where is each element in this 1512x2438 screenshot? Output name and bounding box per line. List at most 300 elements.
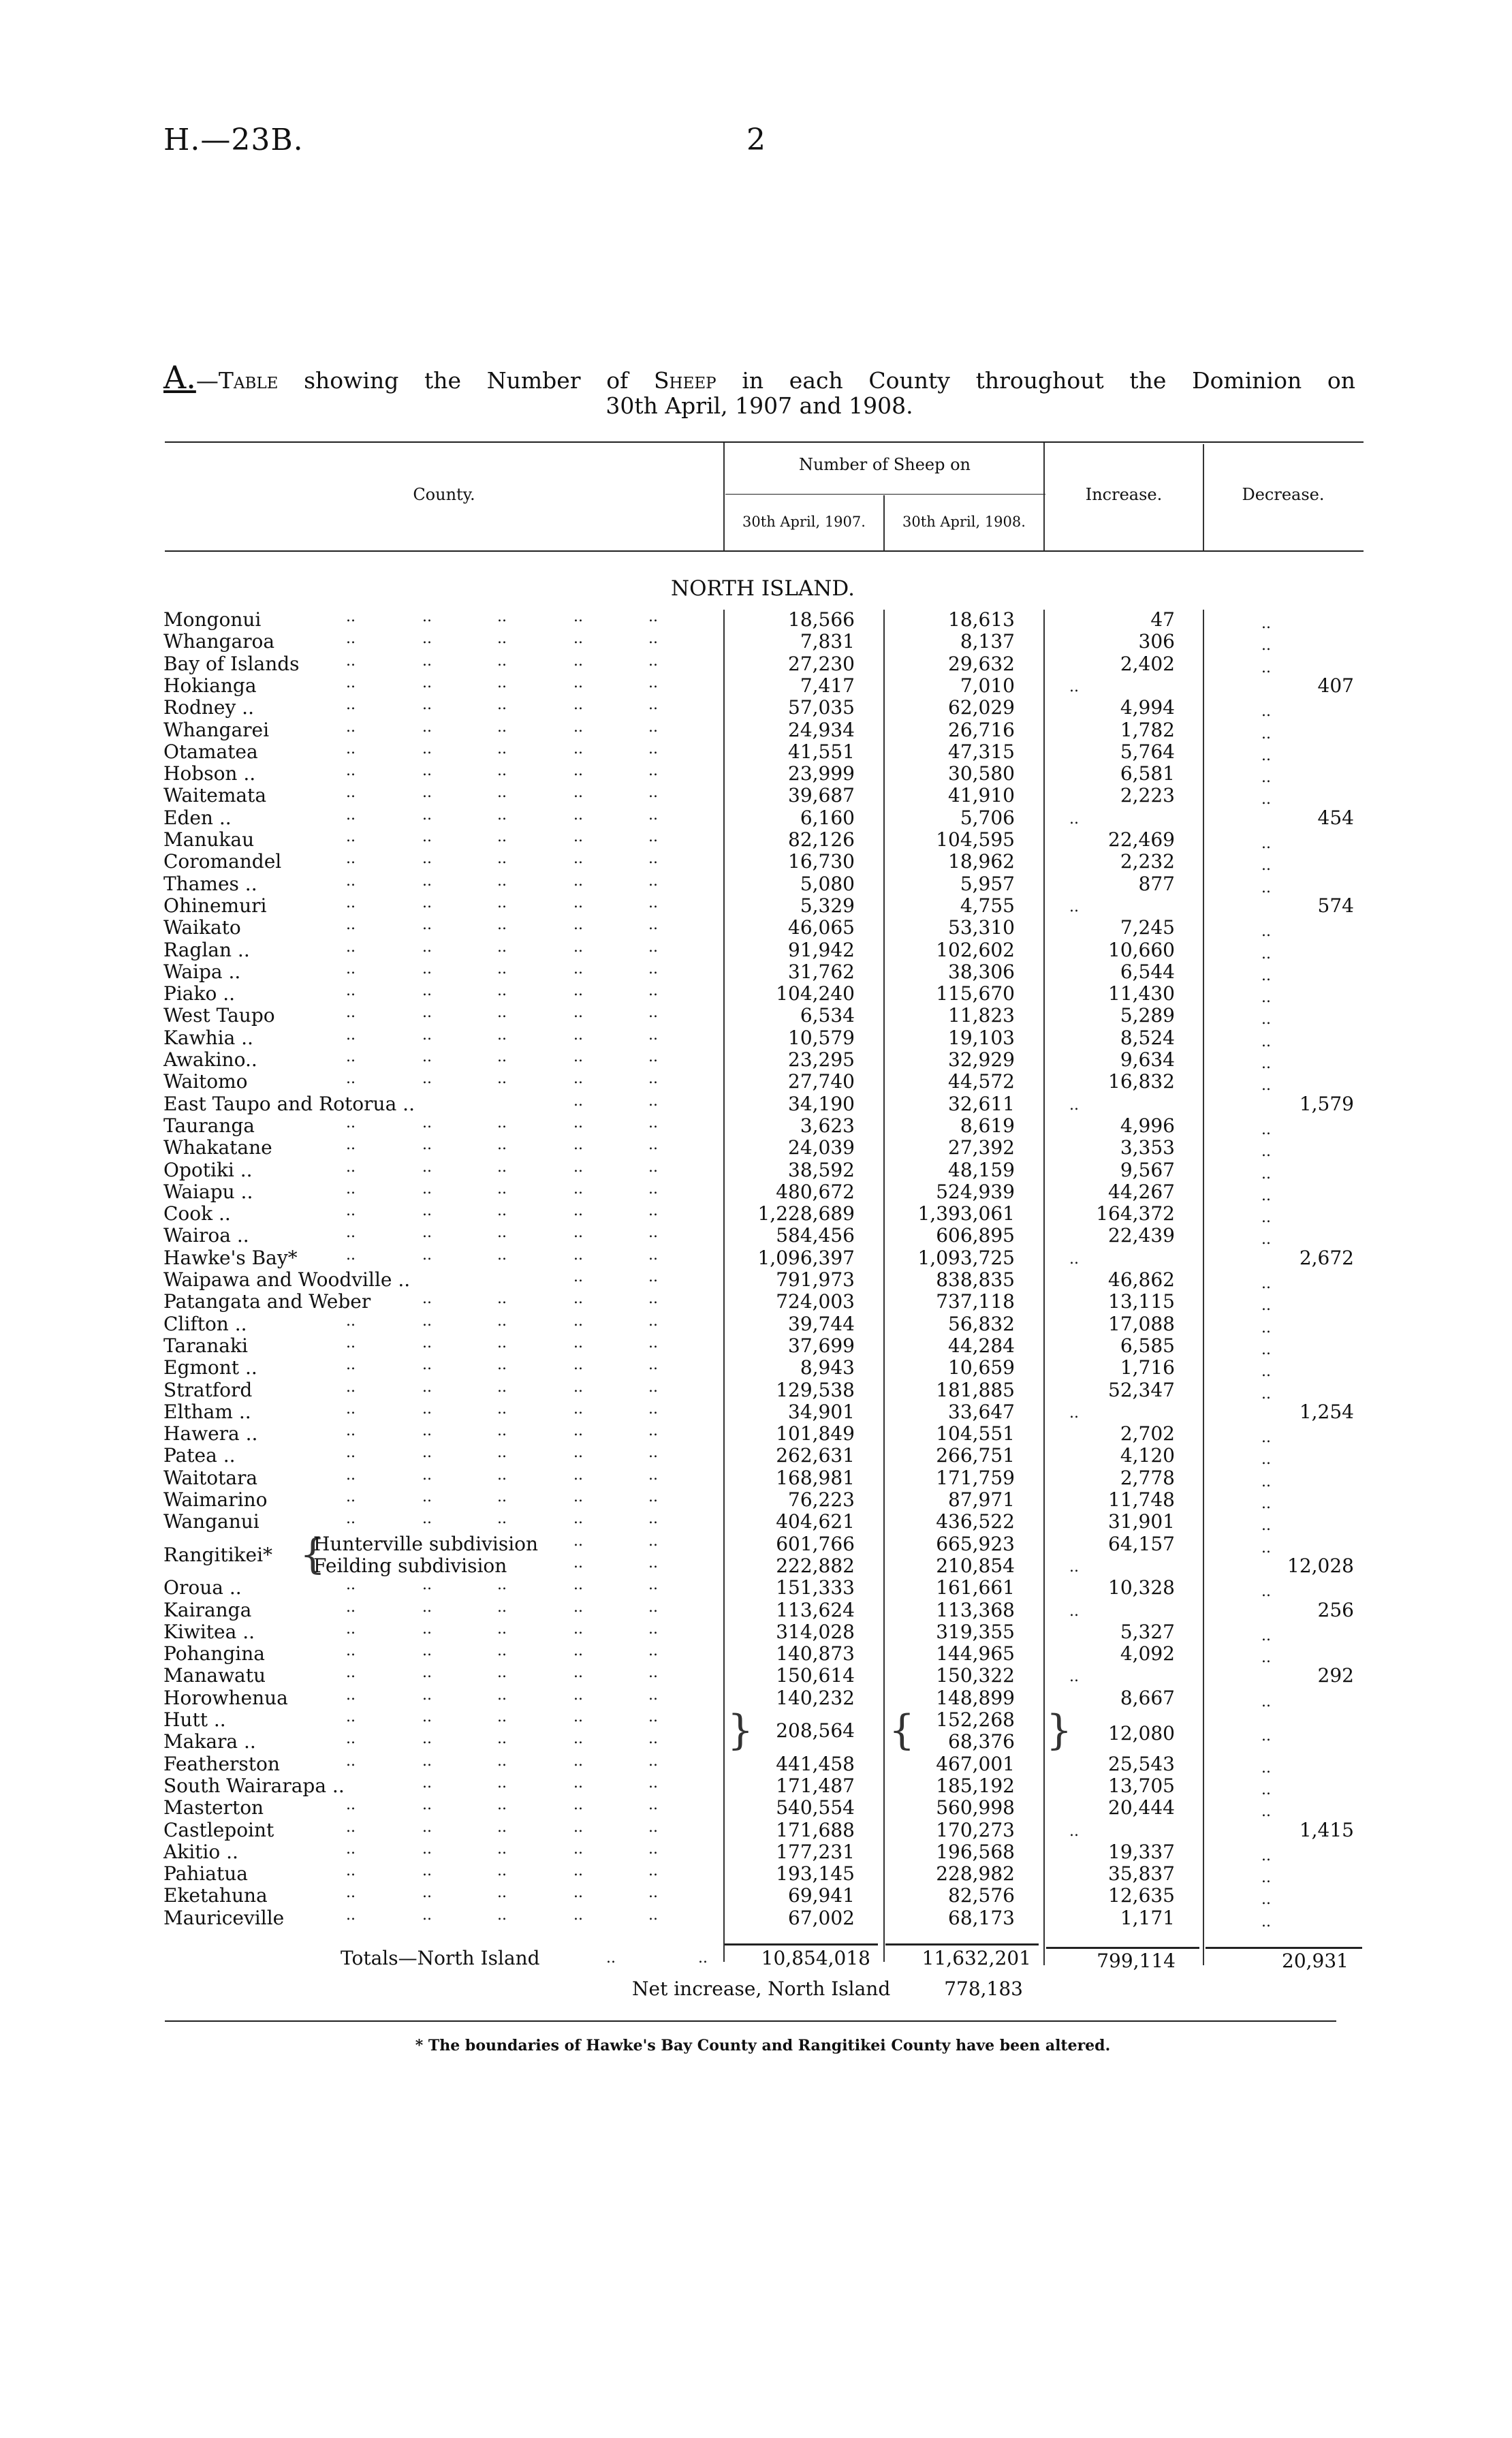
leader-dot: ..: [497, 608, 507, 625]
cell-decrease-nil: ..: [1261, 1275, 1271, 1292]
table-row: [163, 1356, 1369, 1381]
cell-decrease-nil: ..: [1261, 1143, 1271, 1161]
cell-increase: 6,581: [1120, 762, 1175, 785]
leader-dot: ..: [346, 1224, 356, 1242]
table-row: [163, 1247, 1369, 1268]
leader-dot: ..: [497, 1730, 507, 1748]
leader-dot: ..: [648, 1114, 658, 1131]
header-1908: 30th April, 1908.: [902, 514, 1026, 530]
county-name: Waiapu ..: [163, 1180, 253, 1203]
cell-y1907: 41,551: [788, 740, 855, 763]
leader-dot: ..: [573, 1290, 583, 1308]
leader-dot: ..: [422, 1334, 432, 1351]
leader-dot: ..: [648, 806, 658, 824]
leader-dot: ..: [573, 1730, 583, 1748]
leader-dot: ..: [422, 1158, 432, 1176]
cell-decrease-nil: ..: [1261, 1803, 1271, 1821]
leader-dot: ..: [648, 1906, 658, 1924]
leader-dots: [163, 1730, 722, 1752]
county-name: Kawhia ..: [163, 1026, 253, 1049]
cell-decrease: 574: [1317, 894, 1354, 917]
leader-dot: ..: [573, 1774, 583, 1792]
leader-dot: ..: [346, 1334, 356, 1351]
cell-increase: 2,778: [1120, 1466, 1175, 1489]
leader-dot: ..: [497, 1444, 507, 1462]
footnote: * The boundaries of Hawke's Bay County and Rangitikei County have been altered.: [415, 2037, 1111, 2054]
leader-dots: [163, 1488, 722, 1510]
leader-dot: ..: [573, 1224, 583, 1242]
leader-dot: ..: [573, 1906, 583, 1924]
cell-y1908: 152,268: [936, 1708, 1015, 1731]
leader-dot: ..: [648, 1884, 658, 1902]
leader-dot: ..: [648, 608, 658, 625]
leader-dots: [163, 719, 722, 740]
leader-dot: ..: [346, 1730, 356, 1748]
leader-dot: ..: [648, 1378, 658, 1396]
county-name: Castlepoint: [163, 1818, 274, 1841]
table-row: [163, 1819, 1369, 1841]
brace-close-icon: }: [1046, 1706, 1073, 1754]
cell-decrease-nil: ..: [1261, 1209, 1271, 1227]
cell-y1908: 18,962: [948, 850, 1015, 873]
leader-dot: ..: [648, 1158, 658, 1176]
cell-increase: 8,524: [1120, 1026, 1175, 1049]
totals-dots: [606, 1950, 616, 1967]
leader-dot: ..: [422, 630, 432, 648]
leader-dot: ..: [497, 982, 507, 1000]
leader-dots: [163, 1599, 722, 1621]
table-row: [163, 1290, 1369, 1315]
cell-y1907: 441,458: [776, 1752, 855, 1775]
table-row: [163, 1136, 1369, 1161]
leader-dot: ..: [648, 1642, 658, 1660]
leader-dots: [163, 982, 722, 1004]
leader-dot: ..: [497, 894, 507, 911]
header-decrease: Decrease.: [1242, 485, 1325, 504]
cell-y1908: 266,751: [936, 1444, 1015, 1467]
leader-dot: ..: [648, 1268, 658, 1285]
leader-dot: ..: [422, 894, 432, 911]
leader-dot: ..: [648, 674, 658, 691]
leader-dot: ..: [422, 1180, 432, 1198]
leader-dots: [163, 828, 722, 850]
leader-dots: [163, 1048, 722, 1070]
leader-dot: ..: [497, 784, 507, 802]
county-name: Patangata and Weber: [163, 1290, 371, 1313]
leader-dot: ..: [422, 1884, 432, 1902]
leader-dot: ..: [497, 1466, 507, 1484]
county-name: Rodney ..: [163, 696, 254, 719]
cell-decrease-nil: ..: [1261, 1495, 1271, 1512]
leader-dots: [163, 1576, 722, 1598]
leader-dots: [163, 1554, 722, 1576]
county-name: Pahiatua: [163, 1862, 248, 1886]
cell-increase: 47: [1150, 608, 1175, 631]
cell-y1907: 37,699: [788, 1334, 855, 1357]
table-row: [163, 1093, 1369, 1114]
leader-dot: ..: [346, 718, 356, 736]
table-row: [163, 828, 1369, 850]
leader-dot: ..: [422, 1774, 432, 1792]
leader-dot: ..: [648, 894, 658, 911]
cell-increase: 9,634: [1120, 1048, 1175, 1071]
leader-dot: ..: [346, 652, 356, 670]
leader-dot: ..: [346, 1796, 356, 1814]
leader-dot: ..: [573, 1818, 583, 1836]
leader-dot: ..: [648, 652, 658, 670]
leader-dot: ..: [422, 1686, 432, 1704]
county-name: Pohangina: [163, 1642, 265, 1666]
cell-y1907: 222,882: [776, 1554, 855, 1577]
cell-increase: 2,702: [1120, 1422, 1175, 1445]
leader-dot: ..: [573, 982, 583, 1000]
cell-y1908: 19,103: [948, 1026, 1015, 1049]
cell-y1908: 148,899: [936, 1686, 1015, 1709]
leader-dot: ..: [422, 1290, 432, 1308]
leader-dot: ..: [573, 1422, 583, 1440]
leader-dots: [163, 784, 722, 806]
totals-dots-2: [698, 1950, 708, 1967]
table-letter: A.: [163, 359, 196, 396]
table-row: [163, 1862, 1369, 1887]
cell-y1908: 48,159: [948, 1158, 1015, 1181]
table-row: [163, 1796, 1369, 1821]
county-name-rangitikei: Rangitikei*: [163, 1543, 273, 1566]
leader-dot: ..: [422, 740, 432, 757]
cell-decrease-nil: ..: [1261, 1473, 1271, 1490]
totals-1908: 11,632,201: [922, 1947, 1031, 1969]
county-name: Thames ..: [163, 872, 257, 895]
leader-dot: ..: [346, 938, 356, 956]
leader-dot: ..: [573, 1048, 583, 1065]
county-name: Hawke's Bay*: [163, 1246, 298, 1269]
leader-dot: ..: [346, 740, 356, 757]
leader-dot: ..: [422, 916, 432, 934]
leader-dot: ..: [497, 1334, 507, 1351]
leader-dot: ..: [648, 1180, 658, 1198]
leader-dot: ..: [497, 1642, 507, 1660]
leader-dot: ..: [573, 1664, 583, 1682]
county-name: Raglan ..: [163, 938, 250, 961]
cell-increase: 4,994: [1120, 696, 1175, 719]
cell-y1907: 140,873: [776, 1642, 855, 1666]
cell-decrease-nil: ..: [1261, 1165, 1271, 1183]
county-name: Wairoa ..: [163, 1224, 249, 1247]
cell-y1907: 1,228,689: [757, 1202, 855, 1225]
table-row: [163, 1599, 1369, 1621]
leader-dots: [163, 1093, 722, 1114]
leader-dots: [163, 807, 722, 828]
table-row: [163, 1048, 1369, 1070]
leader-dot: ..: [422, 1312, 432, 1330]
cell-increase: 17,088: [1108, 1312, 1175, 1335]
cell-decrease-nil: ..: [1261, 1187, 1271, 1204]
leader-dots: [163, 1004, 722, 1026]
cell-y1908: 68,173: [948, 1906, 1015, 1929]
cell-y1907: 34,190: [788, 1092, 855, 1115]
leader-dot: ..: [422, 828, 432, 845]
cell-y1908: 161,661: [936, 1576, 1015, 1599]
leader-dots: [163, 1510, 722, 1532]
cell-increase: 64,157: [1108, 1532, 1175, 1555]
county-name: Cook ..: [163, 1202, 231, 1225]
leader-dot: ..: [422, 1114, 432, 1131]
cell-decrease-nil: ..: [1261, 923, 1271, 941]
table-row: [163, 608, 1369, 630]
cell-y1908: 4,755: [960, 894, 1015, 917]
cell-increase: 4,120: [1120, 1444, 1175, 1467]
leader-dot: ..: [497, 1510, 507, 1528]
leader-dots: [163, 740, 722, 762]
cell-decrease-nil: ..: [1261, 659, 1271, 676]
table-row: [163, 807, 1369, 828]
leader-dots: ..: [606, 1950, 616, 1967]
title-word-table: Table: [218, 367, 279, 394]
cell-y1908: 104,595: [936, 828, 1015, 851]
leader-dot: ..: [573, 674, 583, 691]
leader-dot: ..: [346, 1026, 356, 1044]
cell-y1908: 319,355: [936, 1620, 1015, 1643]
leader-dot: ..: [573, 1070, 583, 1088]
leader-dots: [163, 1664, 722, 1686]
table-row: [163, 1181, 1369, 1202]
leader-dot: ..: [573, 872, 583, 890]
leader-dots: [163, 762, 722, 784]
cell-increase-nil: ..: [1069, 1602, 1079, 1620]
cell-y1907: 791,973: [776, 1268, 855, 1291]
leader-dot: ..: [422, 1444, 432, 1462]
county-name: Mongonui: [163, 608, 262, 631]
cell-y1908: 87,971: [948, 1488, 1015, 1511]
cell-y1908: 68,376: [948, 1730, 1015, 1753]
leader-dot: ..: [648, 1224, 658, 1242]
table-row: [163, 1312, 1369, 1337]
table-row: [163, 850, 1369, 875]
leader-dot: ..: [573, 1884, 583, 1902]
cell-y1907: 601,766: [776, 1532, 855, 1555]
table-row: [163, 784, 1369, 809]
table-row: [163, 1268, 1369, 1290]
table-row: [163, 938, 1369, 963]
cell-y1908: 181,885: [936, 1378, 1015, 1401]
leader-dots: [163, 1247, 722, 1268]
county-name: East Taupo and Rotorua ..: [163, 1092, 415, 1115]
leader-dot: ..: [422, 1224, 432, 1242]
leader-dot: ..: [573, 1246, 583, 1264]
table-row: [163, 1488, 1369, 1510]
leader-dot: ..: [573, 1378, 583, 1396]
leader-dot: ..: [497, 1070, 507, 1088]
cell-y1908: 665,923: [936, 1532, 1015, 1555]
cell-decrease: 12,028: [1287, 1554, 1354, 1577]
leader-dot: ..: [573, 1026, 583, 1044]
leader-dot: ..: [573, 1510, 583, 1528]
leader-dot: ..: [497, 1048, 507, 1065]
cell-y1907: 151,333: [776, 1576, 855, 1599]
leader-dot: ..: [573, 1114, 583, 1131]
leader-dots: [163, 1401, 722, 1422]
table-title: [163, 359, 1355, 396]
cell-increase: 10,660: [1108, 938, 1175, 961]
leader-dots: [163, 1753, 722, 1775]
county-name: Kairanga: [163, 1598, 252, 1621]
cell-increase: 4,092: [1120, 1642, 1175, 1666]
leader-dot: ..: [422, 1048, 432, 1065]
leader-dot: ..: [497, 1598, 507, 1616]
cell-increase: 164,372: [1096, 1202, 1175, 1225]
leader-dot: ..: [346, 1202, 356, 1220]
cell-increase: 9,567: [1120, 1158, 1175, 1181]
leader-dot: ..: [497, 1686, 507, 1704]
cell-y1908: 467,001: [936, 1752, 1015, 1775]
cell-y1907: 82,126: [788, 828, 855, 851]
leader-dots: [163, 608, 722, 630]
title-word-sheep: Sheep: [653, 367, 716, 394]
county-name: Akitio ..: [163, 1840, 238, 1863]
leader-dot: ..: [648, 1620, 658, 1638]
cell-increase: 13,115: [1108, 1290, 1175, 1313]
cell-y1907: 404,621: [776, 1510, 855, 1533]
leader-dot: ..: [497, 1224, 507, 1242]
leader-dot: ..: [497, 1906, 507, 1924]
leader-dot: ..: [648, 762, 658, 780]
leader-dot: ..: [422, 1708, 432, 1725]
leader-dot: ..: [648, 696, 658, 714]
table-row: [163, 982, 1369, 1007]
leader-dot: ..: [573, 960, 583, 978]
cell-decrease-nil: ..: [1261, 1913, 1271, 1931]
leader-dot: ..: [648, 1774, 658, 1792]
title-text-a: showing the Number of: [278, 367, 654, 394]
cell-y1908: 11,823: [948, 1004, 1015, 1027]
totals-increase: 799,114: [1097, 1950, 1176, 1972]
leader-dot: ..: [648, 828, 658, 845]
leader-dot: ..: [422, 850, 432, 868]
cell-y1907: 150,614: [776, 1664, 855, 1687]
cell-increase: 877: [1138, 872, 1175, 895]
cell-increase: 46,862: [1108, 1268, 1175, 1291]
leader-dot: ..: [573, 1532, 583, 1550]
cell-increase: 5,764: [1120, 740, 1175, 763]
county-name: Hawera ..: [163, 1422, 258, 1445]
totals-decrease: 20,931: [1282, 1950, 1349, 1972]
leader-dot: ..: [648, 1246, 658, 1264]
cell-y1907: 39,744: [788, 1312, 855, 1335]
totals-rule-decrease: [1206, 1947, 1362, 1949]
cell-increase: 19,337: [1108, 1840, 1175, 1863]
table-row: [163, 960, 1369, 982]
leader-dots: [163, 1202, 722, 1224]
table-row: [163, 1379, 1369, 1401]
leader-dot: ..: [573, 1708, 583, 1725]
cell-y1907: 23,295: [788, 1048, 855, 1071]
leader-dot: ..: [346, 1686, 356, 1704]
cell-increase: 8,667: [1120, 1686, 1175, 1709]
leader-dot: ..: [497, 1620, 507, 1638]
cell-y1908: 185,192: [936, 1774, 1015, 1797]
table-row: [163, 1841, 1369, 1862]
cell-y1907: 18,566: [788, 608, 855, 631]
county-name: Makara ..: [163, 1730, 256, 1753]
cell-y1908: 7,010: [960, 674, 1015, 697]
county-name: Manawatu: [163, 1664, 266, 1687]
county-name: Bay of Islands: [163, 652, 300, 675]
table-row: [163, 1467, 1369, 1488]
cell-decrease-nil: ..: [1261, 1649, 1271, 1667]
county-name: Awakino..: [163, 1048, 257, 1071]
leader-dot: ..: [497, 674, 507, 691]
county-name: Taranaki: [163, 1334, 248, 1357]
leader-dots: [163, 1159, 722, 1181]
cell-y1907: 91,942: [788, 938, 855, 961]
subdivision-name: Hunterville subdivision: [313, 1532, 539, 1555]
cell-y1907: 7,417: [800, 674, 855, 697]
cell-y1907: 5,329: [800, 894, 855, 917]
leader-dot: ..: [497, 960, 507, 978]
leader-dot: ..: [573, 1356, 583, 1374]
county-name: West Taupo: [163, 1004, 275, 1027]
leader-dot: ..: [573, 1180, 583, 1198]
cell-increase-nil: ..: [1069, 1558, 1079, 1576]
leader-dots: [163, 1862, 722, 1884]
leader-dot: ..: [573, 1334, 583, 1351]
county-name: Waipa ..: [163, 960, 241, 983]
leader-dot: ..: [422, 1752, 432, 1770]
leader-dots: [163, 1642, 722, 1664]
leader-dot: ..: [648, 1752, 658, 1770]
cell-increase-nil: ..: [1069, 1250, 1079, 1268]
leader-dot: ..: [573, 1598, 583, 1616]
cell-y1908: 171,759: [936, 1466, 1015, 1489]
cell-y1907: 129,538: [776, 1378, 855, 1401]
cell-increase: 25,543: [1108, 1752, 1175, 1775]
county-name: Hokianga: [163, 674, 257, 697]
cell-y1907: 34,901: [788, 1400, 855, 1423]
leader-dot: ..: [497, 1840, 507, 1858]
cell-y1907: 46,065: [788, 916, 855, 939]
cell-increase: 52,347: [1108, 1378, 1175, 1401]
table-row: [163, 630, 1369, 655]
leader-dot: ..: [346, 960, 356, 978]
leader-dots: [163, 1533, 722, 1554]
leader-dot: ..: [346, 1862, 356, 1880]
table-row: [163, 916, 1369, 941]
county-name: Ohinemuri: [163, 894, 267, 917]
leader-dot: ..: [497, 630, 507, 648]
leader-dots: [163, 894, 722, 916]
cell-y1907: 38,592: [788, 1158, 855, 1181]
brace-close-icon: }: [727, 1706, 754, 1754]
leader-dot: ..: [346, 608, 356, 625]
leader-dot: ..: [497, 1576, 507, 1594]
cell-decrease: 256: [1317, 1598, 1354, 1621]
table-row: [163, 1510, 1369, 1535]
leader-dot: ..: [648, 1312, 658, 1330]
cell-decrease-nil: ..: [1261, 1385, 1271, 1403]
cell-y1908: 30,580: [948, 762, 1015, 785]
cell-decrease: 292: [1317, 1664, 1354, 1687]
cell-decrease-nil: ..: [1261, 1319, 1271, 1337]
leader-dot: ..: [573, 1004, 583, 1022]
leader-dots: [163, 1884, 722, 1906]
cell-y1907: 480,672: [776, 1180, 855, 1203]
cell-increase: 6,544: [1120, 960, 1175, 983]
leader-dot: ..: [573, 1488, 583, 1505]
leader-dot: ..: [573, 916, 583, 934]
leader-dot: ..: [422, 718, 432, 736]
leader-dot: ..: [346, 916, 356, 934]
leader-dot: ..: [648, 1356, 658, 1374]
